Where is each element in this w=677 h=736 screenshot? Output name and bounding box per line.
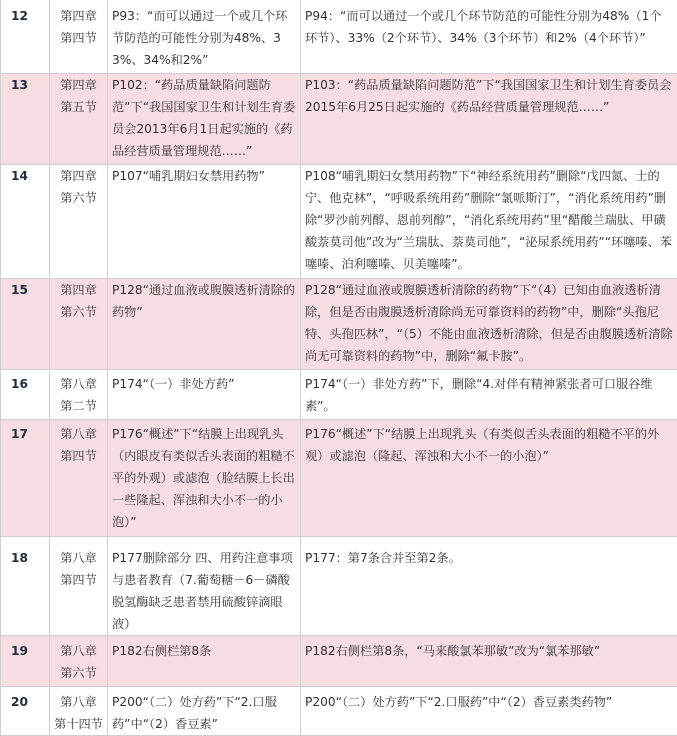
original-content-cell: P177删除部分 四、用药注意事项与患者教育（7.葡萄糖－6－磷酸脱氢酶缺乏患者禁用硫酸锌滴眼液） — [108, 537, 301, 636]
row-number: 12 — [1, 0, 50, 74]
chapter-cell — [50, 636, 108, 687]
chapter-cell — [50, 165, 108, 279]
table-row — [1, 74, 677, 165]
original-content-cell: P176“概述”下“结膜上出现乳头（内眼皮有类似舌头表面的粗糙不平的外观）或滤泡（脸结膜上长出一些隆起、浑浊和大小不一的小泡）” — [108, 420, 301, 537]
revised-content-cell: P108“哺乳期妇女禁用药物”下“神经系统用药”删除“戊四氮、士的宁、他克林”，“呼吸系统用药”删除“氯哌斯汀”，“消化系统用药”删除“罗沙前列醇、恩前列醇”，“消化系统用药”里“醋酸兰瑞肽、甲磺酸萘莫司他”改为“兰瑞肽、萘莫司他”，“泌尿系统用药”“环噻嗪、苯噻嗪、泊利噻嗪、贝美噻嗪”。 — [301, 165, 677, 279]
table-row — [1, 636, 677, 687]
row-number: 19 — [1, 636, 50, 687]
revised-content-cell: P200“（二）处方药”下“2.口服药”中“（2）香豆素类药物” — [301, 687, 677, 736]
table-row — [1, 687, 677, 736]
revised-content-cell: P128“通过血液或腹膜透析清除的药物”下“（4）已知由血液透析清除，但是否由腹膜透析清除尚无可靠资料的药物”中，删除“头孢尼特、头孢匹林”，“（5）不能由血液透析清除，但是否由腹膜透析清除尚无可靠资料的药物”中，删除“氟卡胺”。 — [301, 279, 677, 370]
revised-content-cell: P177：第7条合并至第2条。 — [301, 537, 677, 636]
chapter-label: 第四章 第六节 — [60, 283, 97, 319]
revised-content-cell: P176“概述”下“结膜上出现乳头（有类似舌头表面的粗糙不平的外观）或滤泡（隆起、浑浊和大小不一的小泡）” — [301, 420, 677, 537]
original-content-cell: P128“通过血液或腹膜透析清除的药物” — [108, 279, 301, 370]
chapter-cell — [50, 279, 108, 370]
row-number: 20 — [1, 687, 50, 736]
row-number: 18 — [1, 537, 50, 636]
chapter-label: 第四章 第四节 — [60, 9, 97, 45]
chapter-cell — [50, 0, 108, 74]
original-content-cell: P174“（一）非处方药” — [108, 370, 301, 420]
chapter-label: 第八章 第十四节 — [54, 695, 103, 731]
chapter-cell — [50, 420, 108, 537]
chapter-label: 第八章 第四节 — [60, 427, 97, 463]
chapter-cell — [50, 687, 108, 736]
revised-content-cell: P174“（一）非处方药”下，删除“4.对伴有精神紧张者可口服谷维素”。 — [301, 370, 677, 420]
row-number: 13 — [1, 74, 50, 165]
revised-content-cell: P94：“而可以通过一个或几个环节防范的可能性分别为48%（1个环节）、33%（2个环节）、34%（3个环节）和2%（4个环节）” — [301, 0, 677, 74]
table-row — [1, 279, 677, 370]
table-row — [1, 537, 677, 636]
row-number: 16 — [1, 370, 50, 420]
table-row — [1, 165, 677, 279]
chapter-cell — [50, 370, 108, 420]
chapter-label: 第八章 第二节 — [60, 377, 97, 413]
revised-content-cell: P103：“药品质量缺陷问题防范”下“我国国家卫生和计划生育委员会2015年6月25日起实施的《药品经营质量管理规范……” — [301, 74, 677, 165]
chapter-cell — [50, 537, 108, 636]
original-content-cell: P107“哺乳期妇女禁用药物” — [108, 165, 301, 279]
chapter-label: 第八章 第六节 — [60, 644, 97, 680]
original-content-cell: P200“（二）处方药”下“2.口服药”中“（2）香豆素” — [108, 687, 301, 736]
table-row — [1, 370, 677, 420]
row-number: 14 — [1, 165, 50, 279]
original-content-cell: P182右侧栏第8条 — [108, 636, 301, 687]
chapter-label: 第四章 第五节 — [60, 78, 97, 114]
chapter-label: 第八章 第四节 — [60, 551, 97, 587]
revised-content-cell: P182右侧栏第8条，“马来酸氯苯那敏”改为“氯苯那敏” — [301, 636, 677, 687]
table-row — [1, 420, 677, 537]
original-content-cell: P102：“药品质量缺陷问题防范”下“我国国家卫生和计划生育委员会2013年6月1日起实施的《药品经营质量管理规范……” — [108, 74, 301, 165]
original-content-cell: P93：“而可以通过一个或几个环节防范的可能性分别为48%、33%、34%和2%” — [108, 0, 301, 74]
row-number: 17 — [1, 420, 50, 537]
table-row — [1, 0, 677, 74]
chapter-cell — [50, 74, 108, 165]
chapter-label: 第四章 第六节 — [60, 169, 97, 205]
row-number: 15 — [1, 279, 50, 370]
